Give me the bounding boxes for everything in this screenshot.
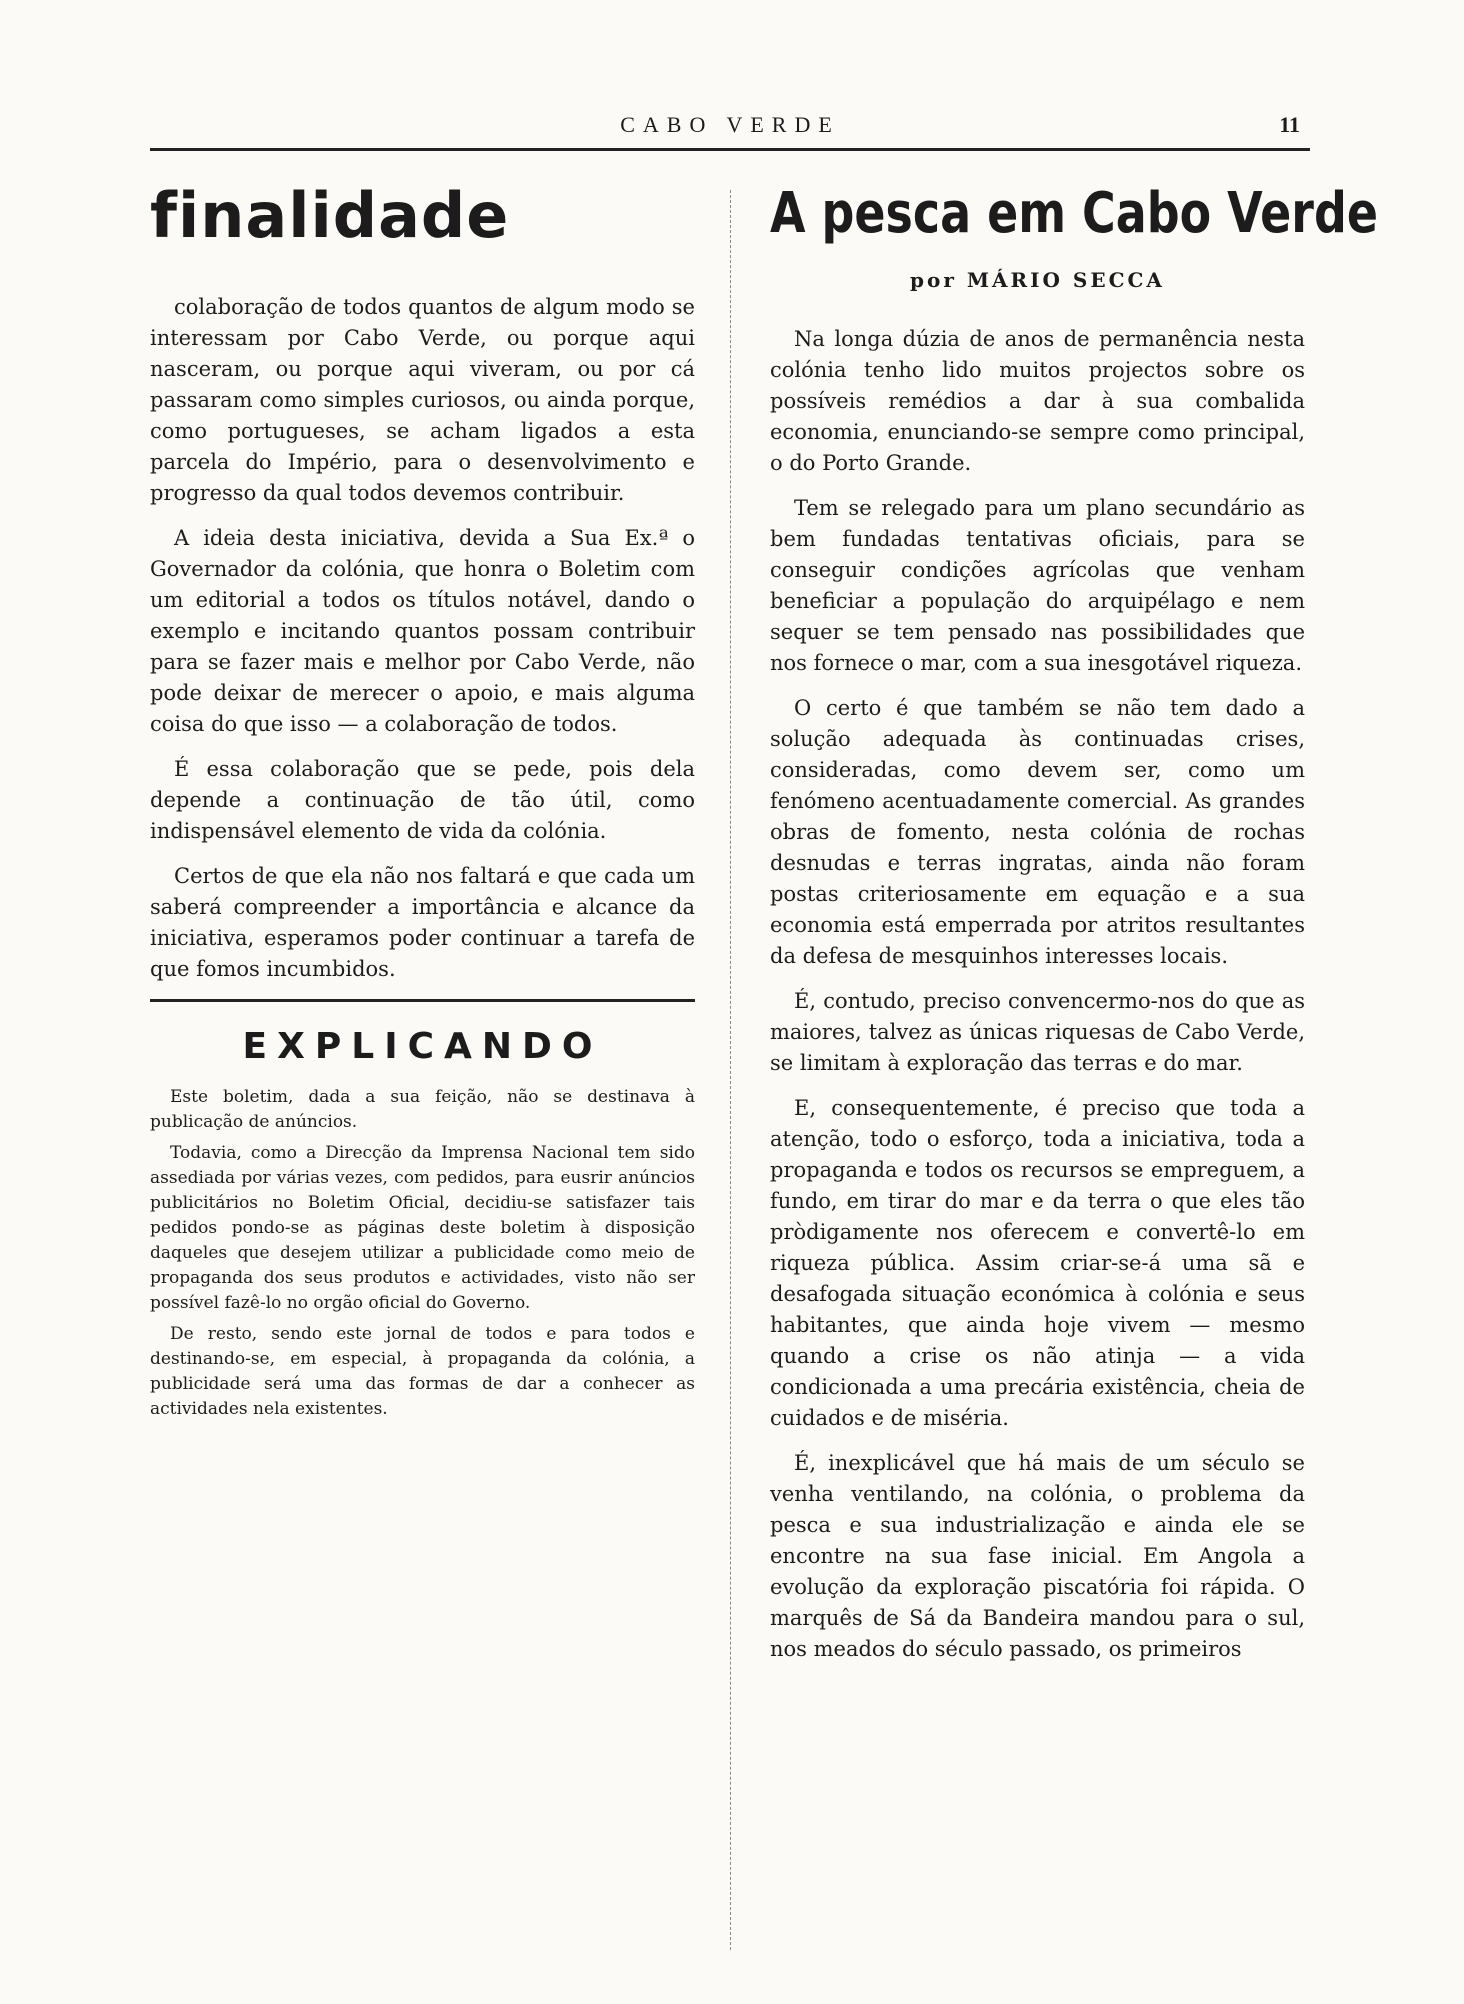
- paragraph: Na longa dúzia de anos de permanência nesta colónia tenho lido muitos projectos sobre os possíveis remédios a dar à sua combalida economia, enunciando-se sempre como principal, o do Porto Grande.: [770, 327, 1305, 475]
- article-title-pesca: A pesca em Cabo Verde: [770, 181, 1378, 246]
- finalidade-body: [150, 292, 695, 985]
- left-column: [150, 180, 695, 1428]
- paragraph: Todavia, como a Direcção da Imprensa Nacional tem sido assediada por várias vezes, com pedidos, para eusrir anúncios publicitários no Boletim Oficial, decidiu-se satisfazer tais pedidos pondo-se as páginas deste boletim à disposição daqueles que desejem utilizar a publicidade como meio de propaganda dos seus produtos e actividades, visto não ser possível fazê-lo no orgão oficial do Governo.: [150, 1143, 695, 1313]
- article-title-finalidade: finalidade: [150, 179, 510, 252]
- page-header: [150, 108, 1310, 151]
- paragraph: Este boletim, dada a sua feição, não se destinava à publicação de anúncios.: [150, 1087, 695, 1132]
- paragraph: colaboração de todos quantos de algum modo se interessam por Cabo Verde, ou porque aqui nasceram, ou porque aqui viveram, ou por cá passaram como simples curiosos, ou ainda porque, como portugueses, se acham ligados a esta parcela do Império, para o desenvolvimento e progresso da qual todos devemos contribuir.: [150, 295, 695, 505]
- paragraph: Tem se relegado para um plano secundário as bem fundadas tentativas oficiais, para se conseguir condições agrícolas que venham beneficiar a população do arquipélago e nem sequer se tem pensado nas possibilidades que nos fornece o mar, com a sua inesgotável riqueza.: [770, 496, 1305, 675]
- explicando-body: [150, 1085, 695, 1422]
- paragraph: É essa colaboração que se pede, pois dela depende a continuação de tão útil, como indispensável elemento de vida da colónia.: [150, 757, 695, 843]
- running-title: CABO VERDE: [620, 112, 840, 137]
- pesca-body: [770, 324, 1305, 1665]
- right-column: [770, 180, 1378, 1679]
- paragraph: A ideia desta iniciativa, devida a Sua Ex.ª o Governador da colónia, que honra o Boletim com um editorial a todos os títulos notável, dando o exemplo e incitando quantos possam contribuir para se fazer mais e melhor por Cabo Verde, não pode deixar de merecer o apoio, e mais alguma coisa do que isso — a colaboração de todos.: [150, 526, 695, 736]
- byline: por MÁRIO SECCA: [910, 268, 1165, 292]
- paragraph: O certo é que também se não tem dado a solução adequada às continuadas crises, consideradas, como devem ser, como um fenómeno acentuadamente comercial. As grandes obras de fomento, nesta colónia de rochas desnudas e terras ingratas, ainda não foram postas criteriosamente em equação e a sua economia está emperrada por atritos resultantes da defesa de mesquinhos interesses locais.: [770, 696, 1305, 968]
- paragraph: E, consequentemente, é preciso que toda a atenção, todo o esforço, toda a iniciativa, toda a propaganda e todos os recursos se empreguem, a fundo, em tirar do mar e da terra o que eles tão pròdigamente nos oferecem e convertê-lo em riqueza pública. Assim criar-se-á uma sã e desafogada situação económica à colónia e seus habitantes, que ainda hoje vivem — mesmo quando a crise os não atinja — a vida condicionada a uma precária existência, cheia de cuidados e de miséria.: [770, 1096, 1305, 1430]
- paragraph: De resto, sendo este jornal de todos e para todos e destinando-se, em especial, à propaganda da colónia, a publicidade será uma das formas de dar a conhecer as actividades nela existentes.: [150, 1324, 695, 1419]
- paragraph: É, contudo, preciso convencermo-nos do que as maiores, talvez as únicas riquesas de Cabo Verde, se limitam à exploração das terras e do mar.: [770, 989, 1305, 1075]
- section-rule: [150, 999, 695, 1002]
- paragraph: Certos de que ela não nos faltará e que cada um saberá compreender a importância e alcance da iniciativa, esperamos poder continuar a tarefa de que fomos incumbidos.: [150, 864, 695, 981]
- section-heading-explicando: EXPLICANDO: [242, 1026, 603, 1067]
- page-number: 11: [1279, 112, 1300, 137]
- column-divider: [730, 190, 731, 1950]
- paragraph: É, inexplicável que há mais de um século se venha ventilando, na colónia, o problema da pesca e sua industrialização e ainda ele se encontre na sua fase inicial. Em Angola a evolução da exploração piscatória foi rápida. O marquês de Sá da Bandeira mandou para o sul, nos meados do século passado, os primeiros: [770, 1451, 1305, 1661]
